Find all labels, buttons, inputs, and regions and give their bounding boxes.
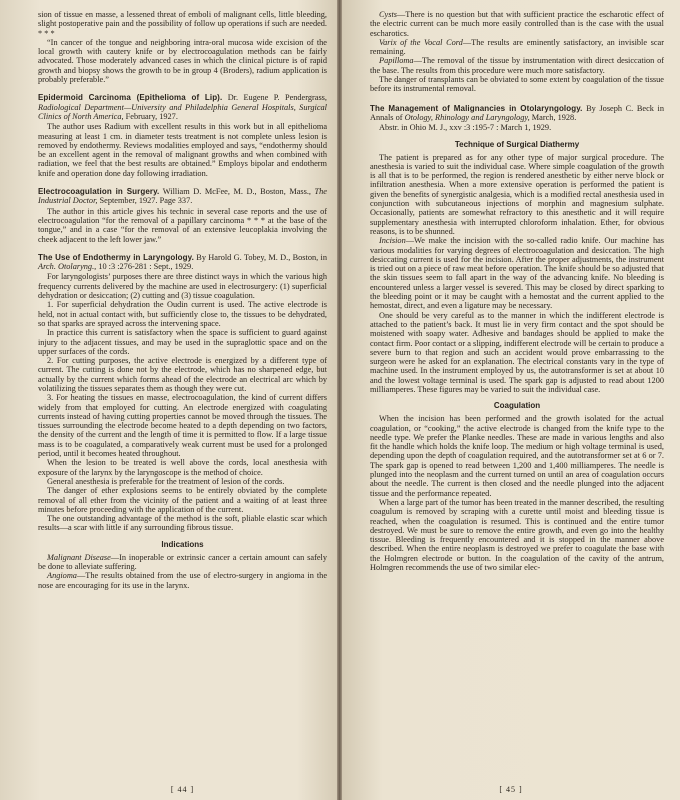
indication-item: Angioma—The results obtained from the use of electro-surgery in angioma in the nose are encouraging for its use in the larynx. bbox=[38, 571, 327, 590]
paragraph: When the incision has been performed and the growth isolated for the actual coagulation, or “cooking,” the active electrode is changed from the knife type to the needle type. We prefer the Planke needles. These are made in various lengths and also fit the handle which holds the knife loop. The medium or high voltage terminal is used, depending upon the depth of coagulation required, and the autotransformer set at 6 or 7. The spark gap is opened to read between 1,200 and 1,400 milliamperes. The needle is plunged into the neoplasm and the current turned on until an area of coagulation occurs about the needle. The current is then closed and the needle plunged into the adjacent tissue and the performance repeated. bbox=[370, 414, 664, 498]
indication-text: There is no question but that with sufficient practice the escharotic effect of the electric current can be much more easily controlled than is the case with the usual escharotics. bbox=[370, 10, 664, 38]
entry-title: Epidermoid Carcinoma (Epithelioma of Lip). bbox=[38, 93, 223, 103]
entry-title: The Use of Endothermy in Laryngology. bbox=[38, 252, 194, 262]
indication-label: Varix of the Vocal Cord bbox=[379, 37, 463, 47]
entry-management-malignancies bbox=[370, 104, 664, 133]
right-page bbox=[342, 0, 680, 800]
entry-abstract-reference: Abstr. in Ohio M. J., xxv :3 :195-7 : March 1, 1929. bbox=[379, 123, 552, 133]
entry-source: Radiological Department—University and Philadelphia General Hospitals, Surgical Clinics of North America, bbox=[38, 102, 327, 121]
paragraph: 2. For cutting purposes, the active electrode is energized by a different type of current. The cutting is done not by the electrode, which has no sharpened edge, but actually by the current which forms ahead of the electrode an electrical arc which by volatilizing the tissues separates them as though they were cut. bbox=[38, 356, 327, 393]
entry-citation bbox=[370, 104, 664, 123]
entry-source: Otology, Rhinology and Laryngology, bbox=[404, 112, 530, 122]
paragraph: The danger of ether explosions seems to be entirely obviated by the complete removal of all ether from the vicinity of the patient and a waiting of at least three minutes before proceeding with the application of the current. bbox=[38, 486, 327, 514]
entry-author: By Joseph C. Beck in Annals of bbox=[370, 103, 664, 122]
indication-item: Malignant Disease—In inoperable or extrinsic cancer a certain amount can safely be done to alleviate suffering. bbox=[38, 552, 327, 572]
entry-author: By Harold G. Tobey, M. D., Boston, in bbox=[196, 252, 327, 262]
left-page bbox=[0, 0, 337, 800]
entry-title: Electrocoagulation in Surgery. bbox=[38, 187, 160, 197]
entry-source: Arch. Otolaryng., bbox=[38, 262, 97, 272]
entry-date: February, 1927. bbox=[125, 111, 178, 121]
entry-citation bbox=[38, 93, 327, 121]
paragraph: sion of tissue en masse, a lessened threat of emboli of malignant cells, little bleeding, slight postoperative pain and the possibility of follow up operations if such are needed. * * * bbox=[38, 10, 327, 38]
entry-body: The author in this article gives his technic in several case reports and the use of electrocoagulation “for the removal of a papillary carcinoma * * * at the base of the tongue,” and in a case “for the removal of an extensive leucoplakia involving the cheek adjacent to the left lower jaw.” bbox=[38, 206, 327, 244]
indication-item: Papilloma—The removal of the tissue by instrumentation with direct desiccation of the base. The results from this procedure were much more satisfactory. bbox=[370, 56, 664, 75]
paragraph: One should be very careful as to the manner in which the indifferent electrode is attached to the patient’s back. It must lie in very firm contact and the spot should be moistened with soapy water. Adhesive and bandages should be applied to make the contact firm. Poor contact or a slipping, indifferent electrode will be certain to produce a severe burn to that region and such an accident would prove embarrassing to the surgeon were he asked for an explanation. The electrical constants vary in the type of machine used. In the instrument employed by us, the autotransformer is set at about 10 and the lowest voltage terminal is used. The spark gap is adjusted to read about 1200 milliamperes. These figures may be varied to suit the individual case. bbox=[370, 310, 664, 394]
paragraph: “In cancer of the tongue and neighboring intra-oral mucosa wide excision of the local growth with cautery knife or by electrocoagulation methods can be fairly advocated. Those moderately advanced cases in which the clinical picture is of rapid growth and biopsy shows the growth to be in group 4 (Broders), radium application is probably preferable.” bbox=[38, 37, 327, 85]
paragraph: In practice this current is satisfactory when the space is sufficient to guard against injury to the adjacent tissues, and may be used in the supraglottic space and on the upper surfaces of the cords. bbox=[38, 328, 327, 356]
entry-title: The Management of Malignancies in Otolaryngology. bbox=[370, 103, 583, 113]
indication-item: Cysts—There is no question but that with sufficient practice the escharotic effect of the electric current can be much more easily controlled than is the case with the usual escharotics. bbox=[370, 10, 664, 38]
section-heading-indications: Indications bbox=[161, 539, 204, 549]
indication-item: Varix of the Vocal Cord—The results are eminently satisfactory, an invisible scar remaining. bbox=[370, 37, 664, 57]
entry-epidermoid-carcinoma bbox=[38, 93, 327, 178]
indication-label: Cysts bbox=[379, 10, 397, 19]
incision-label: Incision bbox=[379, 236, 406, 246]
entry-citation bbox=[38, 187, 327, 206]
page-number: [ 45 ] bbox=[499, 785, 523, 794]
paragraph: The patient is prepared as for any other type of major surgical procedure. The anesthesia is varied to suit the individual case. Where simple coagulation of the growth is all that is to be performed, the region is rendered anesthetic by either nerve block or infiltration anesthesia. When a more extensive operation is performed the patient is given the benefits of synergistic analgesia, which is a modified rectal anesthesia used in conjunction with subcutaneous injections of morphin and magnesium sulphate. Occasionally, patients are somewhat refractory to this anesthetic and it will require supplementary anesthesia with interrupted chloroform inhalation. Ether, for obvious reasons, is to be shunned. bbox=[370, 152, 664, 236]
entry-endothermy-laryngology bbox=[38, 253, 327, 533]
entry-date: September, 1927. Page 337. bbox=[99, 196, 193, 206]
indication-label: Papilloma bbox=[379, 56, 414, 66]
entry-author: Dr. Eugene P. Pendergrass, bbox=[227, 93, 327, 103]
entry-date: March, 1928. bbox=[531, 112, 577, 122]
indication-text: The removal of the tissue by instrumentation with direct desiccation of the base. The results from this procedure were much more satisfactory. bbox=[370, 56, 664, 75]
entry-date: 10 :3 :276-281 : Sept., 1929. bbox=[98, 262, 194, 272]
paragraph: When the lesion to be treated is well above the cords, local anesthesia with exposure of the larynx by the laryngoscope is the method of choice. bbox=[38, 458, 327, 477]
entry-body: The author uses Radium with excellent results in this work but in all epithelioma measuring at least 1 cm. in diameter tests treatment is not complete unless lesion is removed by endothermy. Reviews modalities employed and says, “endothermy should be an excellent agent in the removal of malignant growths and when combined with radiation, we feel that the best results are obtained.” Employs bipolar and endotherm knife and operation done day following irradiation. bbox=[38, 122, 327, 178]
paragraph: 1. For superficial dehydration the Oudin current is used. The active electrode is held, not in actual contact with, but sufficiently close to, the tissues to be dehydrated, so that sparks are sprayed across the intervening space. bbox=[38, 300, 327, 328]
indication-text: In inoperable or extrinsic cancer a certain amount can safely be done to alleviate suffering. bbox=[38, 552, 327, 572]
incision-text: We make the incision with the so-called radio knife. Our machine has various modalities for varying degrees of electrocoagulation and desiccation. The high desiccating current is used for the incision. After the proper adjustments, the instrument is tried out on a piece of raw meat before operation. The knife should be so adjusted that the skin tissues seem to fall apart in the way of the advancing knife. No bleeding is encountered unless a larger vessel is severed. This may be closed by direct sparking to the bleeding point or it may be caught with a hemostat and the current applied to the hemostat, direct, and even a ligature may be necessary. bbox=[370, 236, 664, 311]
entry-author: William D. McFee, M. D., Boston, Mass., bbox=[162, 187, 311, 197]
indication-text: The results obtained from the use of electro-surgery in angioma in the nose are encouraging for its use in the larynx. bbox=[38, 571, 327, 590]
section-heading-coagulation: Coagulation bbox=[493, 401, 541, 411]
paragraph: When a large part of the tumor has been treated in the manner described, the resulting coagulum is removed by scraping with a curette until moist and bleeding tissue is reached, when the coagulation is resumed. This is continued and the entire tumor destroyed. We must be sure to remove the entire growth, and even go into the healthy tissue. Bleeding is frequently encountered and it is stopped in the manner above described. When the entire neoplasm is destroyed we prefer to coagulate the base with the Holmgren electrode or button. In the coagulation of the cavity of the antrum, Holmgren recommends the use of two similar elec- bbox=[370, 497, 664, 573]
entry-source: The Industrial Doctor, bbox=[38, 187, 327, 206]
indication-item: Incision—We make the incision with the so-called radio knife. Our machine has various modalities for varying degrees of electrocoagulation and desiccation. The high desiccating current is used for the incision. After the proper adjustments, the instrument is tried out on a piece of raw meat before operation. The knife should be so adjusted that the skin tissues seem to fall apart in the way of the advancing knife. No bleeding is encountered unless a larger vessel is severed. This may be closed by direct sparking to the bleeding point or it may be caught with a hemostat and the current applied to the hemostat, direct, and even a ligature may be necessary. bbox=[370, 236, 664, 311]
paragraph: The one outstanding advantage of the method is the soft, pliable elastic scar which results—a scar with little if any surrounding fibrous tissue. bbox=[38, 514, 327, 533]
entry-electrocoagulation bbox=[38, 187, 327, 244]
paragraph: For laryngologists’ purposes there are three distinct ways in which the various high frequency currents delivered by the machine are used in electrosurgery: (1) superficial dehydration or desiccation; (2) cutting and (3) tissue coagulation. bbox=[38, 272, 327, 301]
entry-citation bbox=[38, 253, 327, 272]
indication-label: Malignant Disease bbox=[47, 552, 111, 562]
indication-text: The results are eminently satisfactory, an invisible scar remaining. bbox=[370, 37, 664, 57]
page-number: [ 44 ] bbox=[170, 785, 195, 794]
paragraph: General anesthesia is preferable for the treatment of lesion of the cords. bbox=[47, 476, 285, 486]
section-heading-technique: Technique of Surgical Diathermy bbox=[454, 139, 580, 149]
paragraph: 3. For heating the tissues en masse, electrocoagulation, the kind of current differs widely from that employed for cutting. An electrode energized with coagulating currents instead of having cutting properties cannot be moved through the tissues. The tissues surrounding the electrode become heated to a depth depending on two factors, the density of the current and the length of time it is permitted to flow. If a large tissue mass is to be coagulated, a comparatively weak current must be used for a prolonged period, until it becomes heated throughout. bbox=[38, 393, 327, 459]
indication-label: Angioma bbox=[47, 571, 77, 581]
paragraph: The danger of transplants can be obviated to some extent by coagulation of the tissue before its instrumental removal. bbox=[370, 75, 664, 94]
